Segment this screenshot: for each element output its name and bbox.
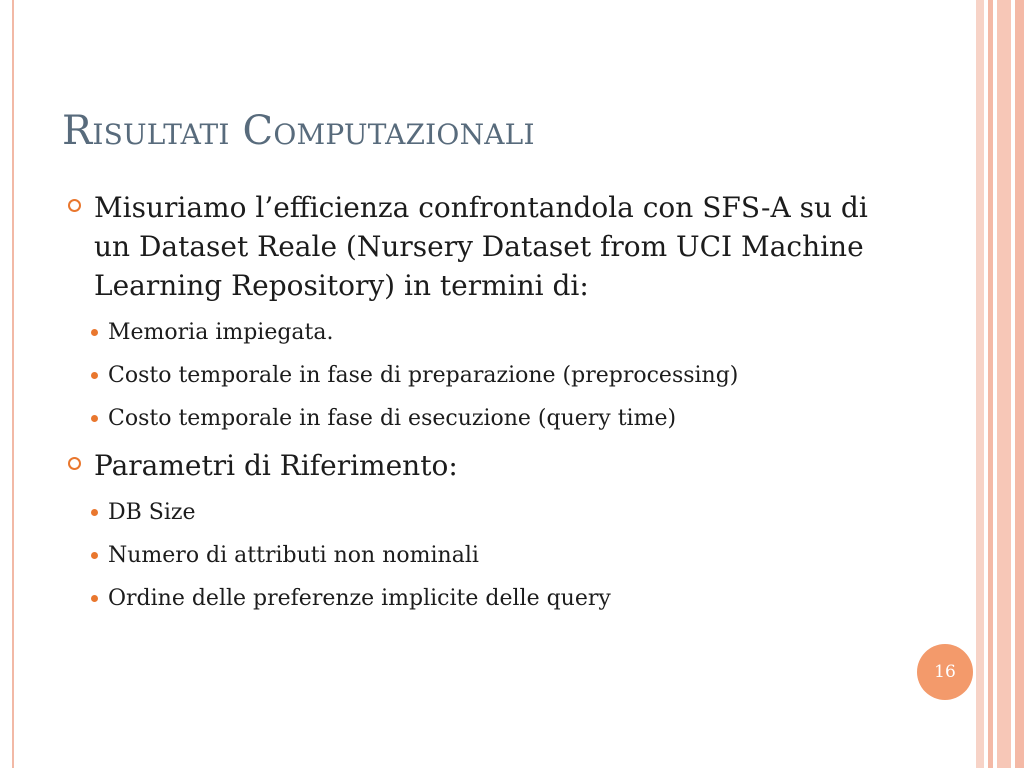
ring-bullet-icon [68, 199, 81, 212]
bullet-level2 [68, 540, 908, 571]
bullet-level2 [68, 497, 908, 528]
sub-bullet-text: Costo temporale in fase di preparazione (preprocessing) [108, 363, 739, 388]
bullet-group-parameters [68, 446, 908, 614]
dot-bullet-icon [91, 329, 98, 336]
bullet-text: Misuriamo l’efficienza confrontandola con SFS-A su di un Dataset Reale (Nursery Dataset from UCI Machine Learning Repository) in termini di: [94, 191, 868, 302]
left-border-decoration [0, 0, 14, 768]
right-stripe-decoration [988, 0, 993, 768]
right-stripe-decoration [976, 0, 984, 768]
ring-bullet-icon [68, 457, 81, 470]
page-number-badge: 16 [917, 644, 973, 700]
bullet-level2 [68, 360, 908, 391]
dot-bullet-icon [91, 595, 98, 602]
bullet-level2 [68, 403, 908, 434]
bullet-level2 [68, 583, 908, 614]
sub-bullet-text: Costo temporale in fase di esecuzione (query time) [108, 406, 677, 431]
bullet-level2 [68, 317, 908, 348]
right-stripe-decoration [1015, 0, 1024, 768]
right-stripe-decoration [997, 0, 1011, 768]
sub-bullet-text: Numero di attributi non nominali [108, 543, 479, 568]
dot-bullet-icon [91, 509, 98, 516]
bullet-text: Parametri di Riferimento: [94, 449, 458, 482]
sub-bullet-text: Memoria impiegata. [108, 320, 334, 345]
bullet-group-efficiency [68, 188, 908, 434]
dot-bullet-icon [91, 552, 98, 559]
slide-content [68, 188, 908, 668]
bullet-level1 [68, 188, 908, 305]
sub-bullet-text: Ordine delle preferenze implicite delle query [108, 586, 611, 611]
dot-bullet-icon [91, 415, 98, 422]
dot-bullet-icon [91, 372, 98, 379]
slide-title: Risultati Computazionali [62, 108, 535, 154]
sub-bullet-text: DB Size [108, 500, 196, 525]
bullet-level1 [68, 446, 908, 485]
